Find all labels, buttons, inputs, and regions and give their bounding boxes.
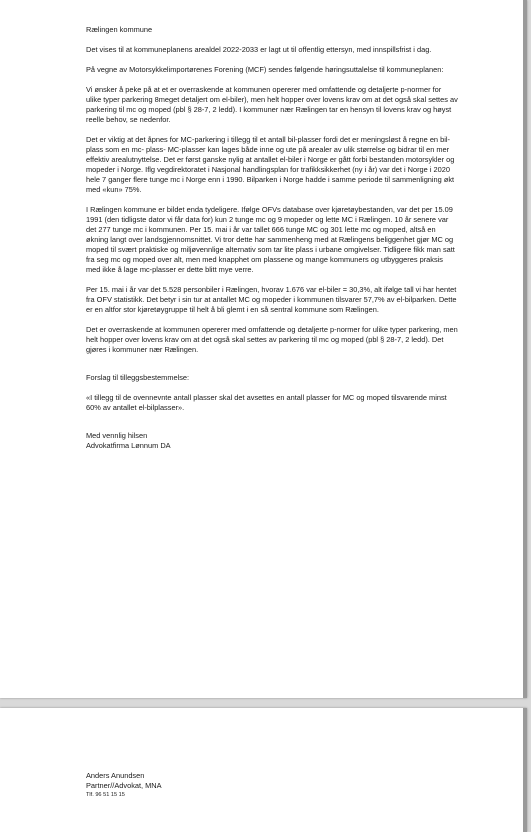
firm-name: Advokatfirma Lønnum DA (86, 441, 171, 450)
paragraph-4: Per 15. mai i år var det 5.528 personbiler i Rælingen, hvorav 1.676 var el-biler = 30,3%, alt ifølge tall vi har hentet fra OFV statistikk. Det betyr i sin tur at antallet MC og mopeder i kommunen tilsvarer 57,7% av el-bilparken. Dette er en altfor stor kjøretøygruppe til helt å bli glemt i en så sentral kommune som Rælingen. (86, 285, 457, 314)
signature-block (86, 771, 458, 799)
paragraph-1: Vi ønsker å peke på at et er overraskende at kommunen opererer med omfattende og detaljerte p-normer for ulike typer parkering 8meget detaljert om el-biler), men helt hopper over lovens krav om at det også skal settes av parkering til mc og moped (pbl § 28-7, 2 ledd). I kommuner nær Rælingen tar en hensyn til lovens krav og høyst reelle behov, se nedenfor. (86, 85, 458, 124)
paragraph-5: Det er overraskende at kommunen opererer med omfattende og detaljerte p-normer for ulike typer parkering, men helt hopper over lovens krav om at det også skal settes av parkering til mc og moped (pbl § 28-7, 2 ledd). Det gjøres i kommuner nær Rælingen. (86, 325, 458, 354)
paragraph-2: Det er viktig at det åpnes for MC-parkering i tillegg til et antall bil-plasser fordi det er meningsløst å regne en bil-plass som en mc- plass- MC-plasser kan lages både inne og ute på arealer av ulik størrelse og bidrar til en mer effektiv arealutnyttelse. Det er først ganske nylig at antallet el-biler i Norge er gått forbi bestanden motorsykler og mopeder i Norge. Iflg vegdirektoratet i Nasjonal handlingsplan for trafikksikkerhet (ny i år) var det i Norge i 2020 hele 7 ganger flere tunge mc i Norge enn i 1990. Bilparken i Norge hadde i samme periode til sammenligning økt med «kun» 75%. (86, 135, 455, 194)
signer-phone: Tlf. 96 51 15 15 (86, 792, 125, 798)
page-edge (523, 0, 527, 698)
letter-body (86, 25, 458, 451)
signer-title: Partner//Advokat, MNA (86, 781, 162, 790)
on-behalf-paragraph: På vegne av Motorsykkelimportørenes Forening (MCF) sendes følgende høringsuttalelse til kommuneplanen: (86, 65, 444, 74)
paragraph-3: I Rælingen kommune er bildet enda tydeligere. Ifølge OFVs database over kjøretøybestanden, var det per 15.09 1991 (den tidligste dator vi får data for) kun 2 tunge mc og 9 mopeder og lette MC i Rælingen. 10 år senere var det 277 tunge mc i kommunen. Per 15. mai i år var tallet 666 tunge MC og 301 lette mc og moped, altså en økning langt over landsgjennomsnittet. Vi tror dette har sammenheng med at Rælingens beliggenhet gjør MC og moped til svært praktiske og miljøvennlige alternativ som tar lite plass i urbane omgivelser. Tidligere fikk man satt fra seg mc og moped over alt, men med knapphet om plassene og mange kommuners og utbyggeres praksis med ikke å lage mc-plasser er dette blitt mye verre. (86, 205, 455, 274)
page-edge (523, 708, 527, 832)
closing: Med vennlig hilsen (86, 431, 148, 440)
intro-paragraph: Det vises til at kommuneplanens arealdel 2022-2033 er lagt ut til offentlig ettersyn, med innspillsfrist i dag. (86, 45, 432, 54)
signer-name: Anders Anundsen (86, 771, 145, 780)
proposal-text: «I tillegg til de ovennevnte antall plasser skal det avsettes en antall plasser for MC og moped tilsvarende minst 60% av antallet el-bilplasser». (86, 393, 447, 412)
recipient: Rælingen kommune (86, 25, 153, 34)
document-page-2 (0, 708, 527, 832)
proposal-heading: Forslag til tilleggsbestemmelse: (86, 373, 190, 382)
